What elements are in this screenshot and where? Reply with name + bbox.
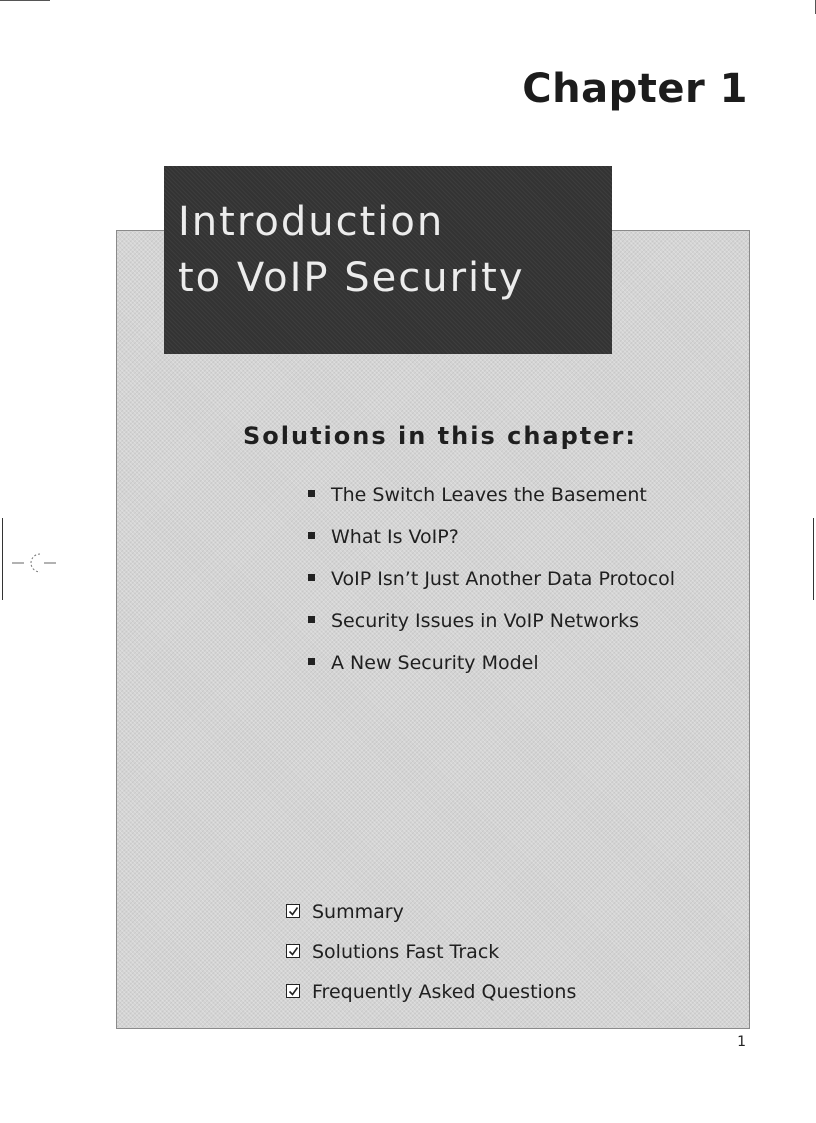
list-item (286, 896, 576, 936)
list-item (296, 564, 675, 606)
page-number: 1 (737, 1034, 746, 1050)
chapter-label: Chapter 1 (522, 66, 748, 112)
list-item (296, 648, 675, 690)
feature-list (286, 896, 576, 1016)
list-item (286, 976, 576, 1016)
square-bullet-icon (308, 616, 315, 623)
topic-list (296, 480, 675, 690)
topic-label: A New Security Model (331, 652, 539, 674)
feature-label: Solutions Fast Track (312, 941, 500, 963)
chapter-title-line-2: to VoIP Security (178, 255, 525, 301)
square-bullet-icon (308, 658, 315, 665)
list-item (296, 522, 675, 564)
list-item (296, 480, 675, 522)
crop-mark-top-left (0, 0, 50, 1)
checked-box-icon (286, 944, 300, 958)
square-bullet-icon (308, 490, 315, 497)
margin-line-right (813, 518, 814, 600)
checked-box-icon (286, 904, 300, 918)
feature-label: Frequently Asked Questions (312, 981, 577, 1003)
checked-box-icon (286, 984, 300, 998)
registration-mark-icon (12, 548, 56, 578)
margin-line-left (2, 518, 3, 600)
chapter-title-block (164, 166, 612, 354)
topic-label: Security Issues in VoIP Networks (331, 610, 639, 632)
topic-label: The Switch Leaves the Basement (331, 484, 647, 506)
chapter-title-line-1: Introduction (178, 199, 445, 245)
solutions-heading: Solutions in this chapter: (243, 422, 637, 450)
feature-label: Summary (312, 901, 404, 923)
topic-label: What Is VoIP? (331, 526, 459, 548)
square-bullet-icon (308, 532, 315, 539)
square-bullet-icon (308, 574, 315, 581)
list-item (286, 936, 576, 976)
topic-label: VoIP Isn’t Just Another Data Protocol (331, 568, 676, 590)
list-item (296, 606, 675, 648)
